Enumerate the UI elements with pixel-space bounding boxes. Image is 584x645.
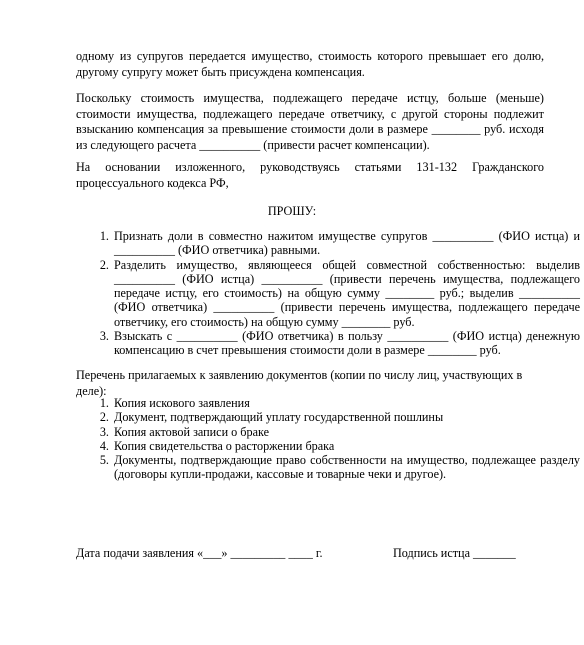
request-item-1: 1. Признать доли в совместно нажитом имуществе супругов __________ (ФИО истца) и __________ (ФИО ответчика) равными. <box>112 229 580 258</box>
attachment-item-4: 4. Копия свидетельства о расторжении брака <box>112 439 580 453</box>
plaintiff-signature: Подпись истца _______ <box>393 546 516 560</box>
request-list <box>76 229 580 358</box>
request-heading: ПРОШУ: <box>267 204 317 218</box>
attachment-item-1: 1. Копия искового заявления <box>112 396 580 410</box>
filing-date: Дата подачи заявления «___» _________ ____ г. <box>76 546 323 560</box>
legal-basis-paragraph: На основании изложенного, руководствуясь статьями 131-132 Гражданского процессуального кодекса РФ, <box>76 160 544 190</box>
attachments-list <box>76 396 580 482</box>
attachment-item-2: 2. Документ, подтверждающий уплату государственной пошлины <box>112 410 580 424</box>
attachments-intro: Перечень прилагаемых к заявлению документов (копии по числу лиц, участвующих в деле): <box>76 368 523 398</box>
attachment-item-5: 5. Документы, подтверждающие право собственности на имущество, подлежащее разделу (договоры купли-продажи, кассовые и товарные чеки и другое). <box>112 453 580 482</box>
intro-paragraph: одному из супругов передается имущество, стоимость которого превышает его долю, другому супругу может быть присуждена компенсация. <box>76 49 544 79</box>
request-item-2: 2. Разделить имущество, являющееся общей совместной собственностью: выделив __________ (ФИО истца) __________ (привести перечень имущества, подлежащего передаче истцу, его стоимость) на общую сумму ________ руб.; выделив __________ (ФИО ответчика) __________ (привести перечень имущества, подлежащего передаче ответчику, его стоимость) на общую сумму ________ руб. <box>112 258 580 329</box>
request-item-3: 3. Взыскать с __________ (ФИО ответчика) в пользу __________ (ФИО истца) денежную компенсацию в счет превышения стоимости доли в размере ________ руб. <box>112 329 580 358</box>
compensation-paragraph: Поскольку стоимость имущества, подлежащего передаче истцу, больше (меньше) стоимости имущества, подлежащего передаче ответчику, с другой стороны подлежит взысканию компенсация за превышение стоимости доли в размере ________ руб. исходя из следующего расчета __________ (привести расчет компенсации). <box>76 91 544 152</box>
attachment-item-3: 3. Копия актовой записи о браке <box>112 425 580 439</box>
